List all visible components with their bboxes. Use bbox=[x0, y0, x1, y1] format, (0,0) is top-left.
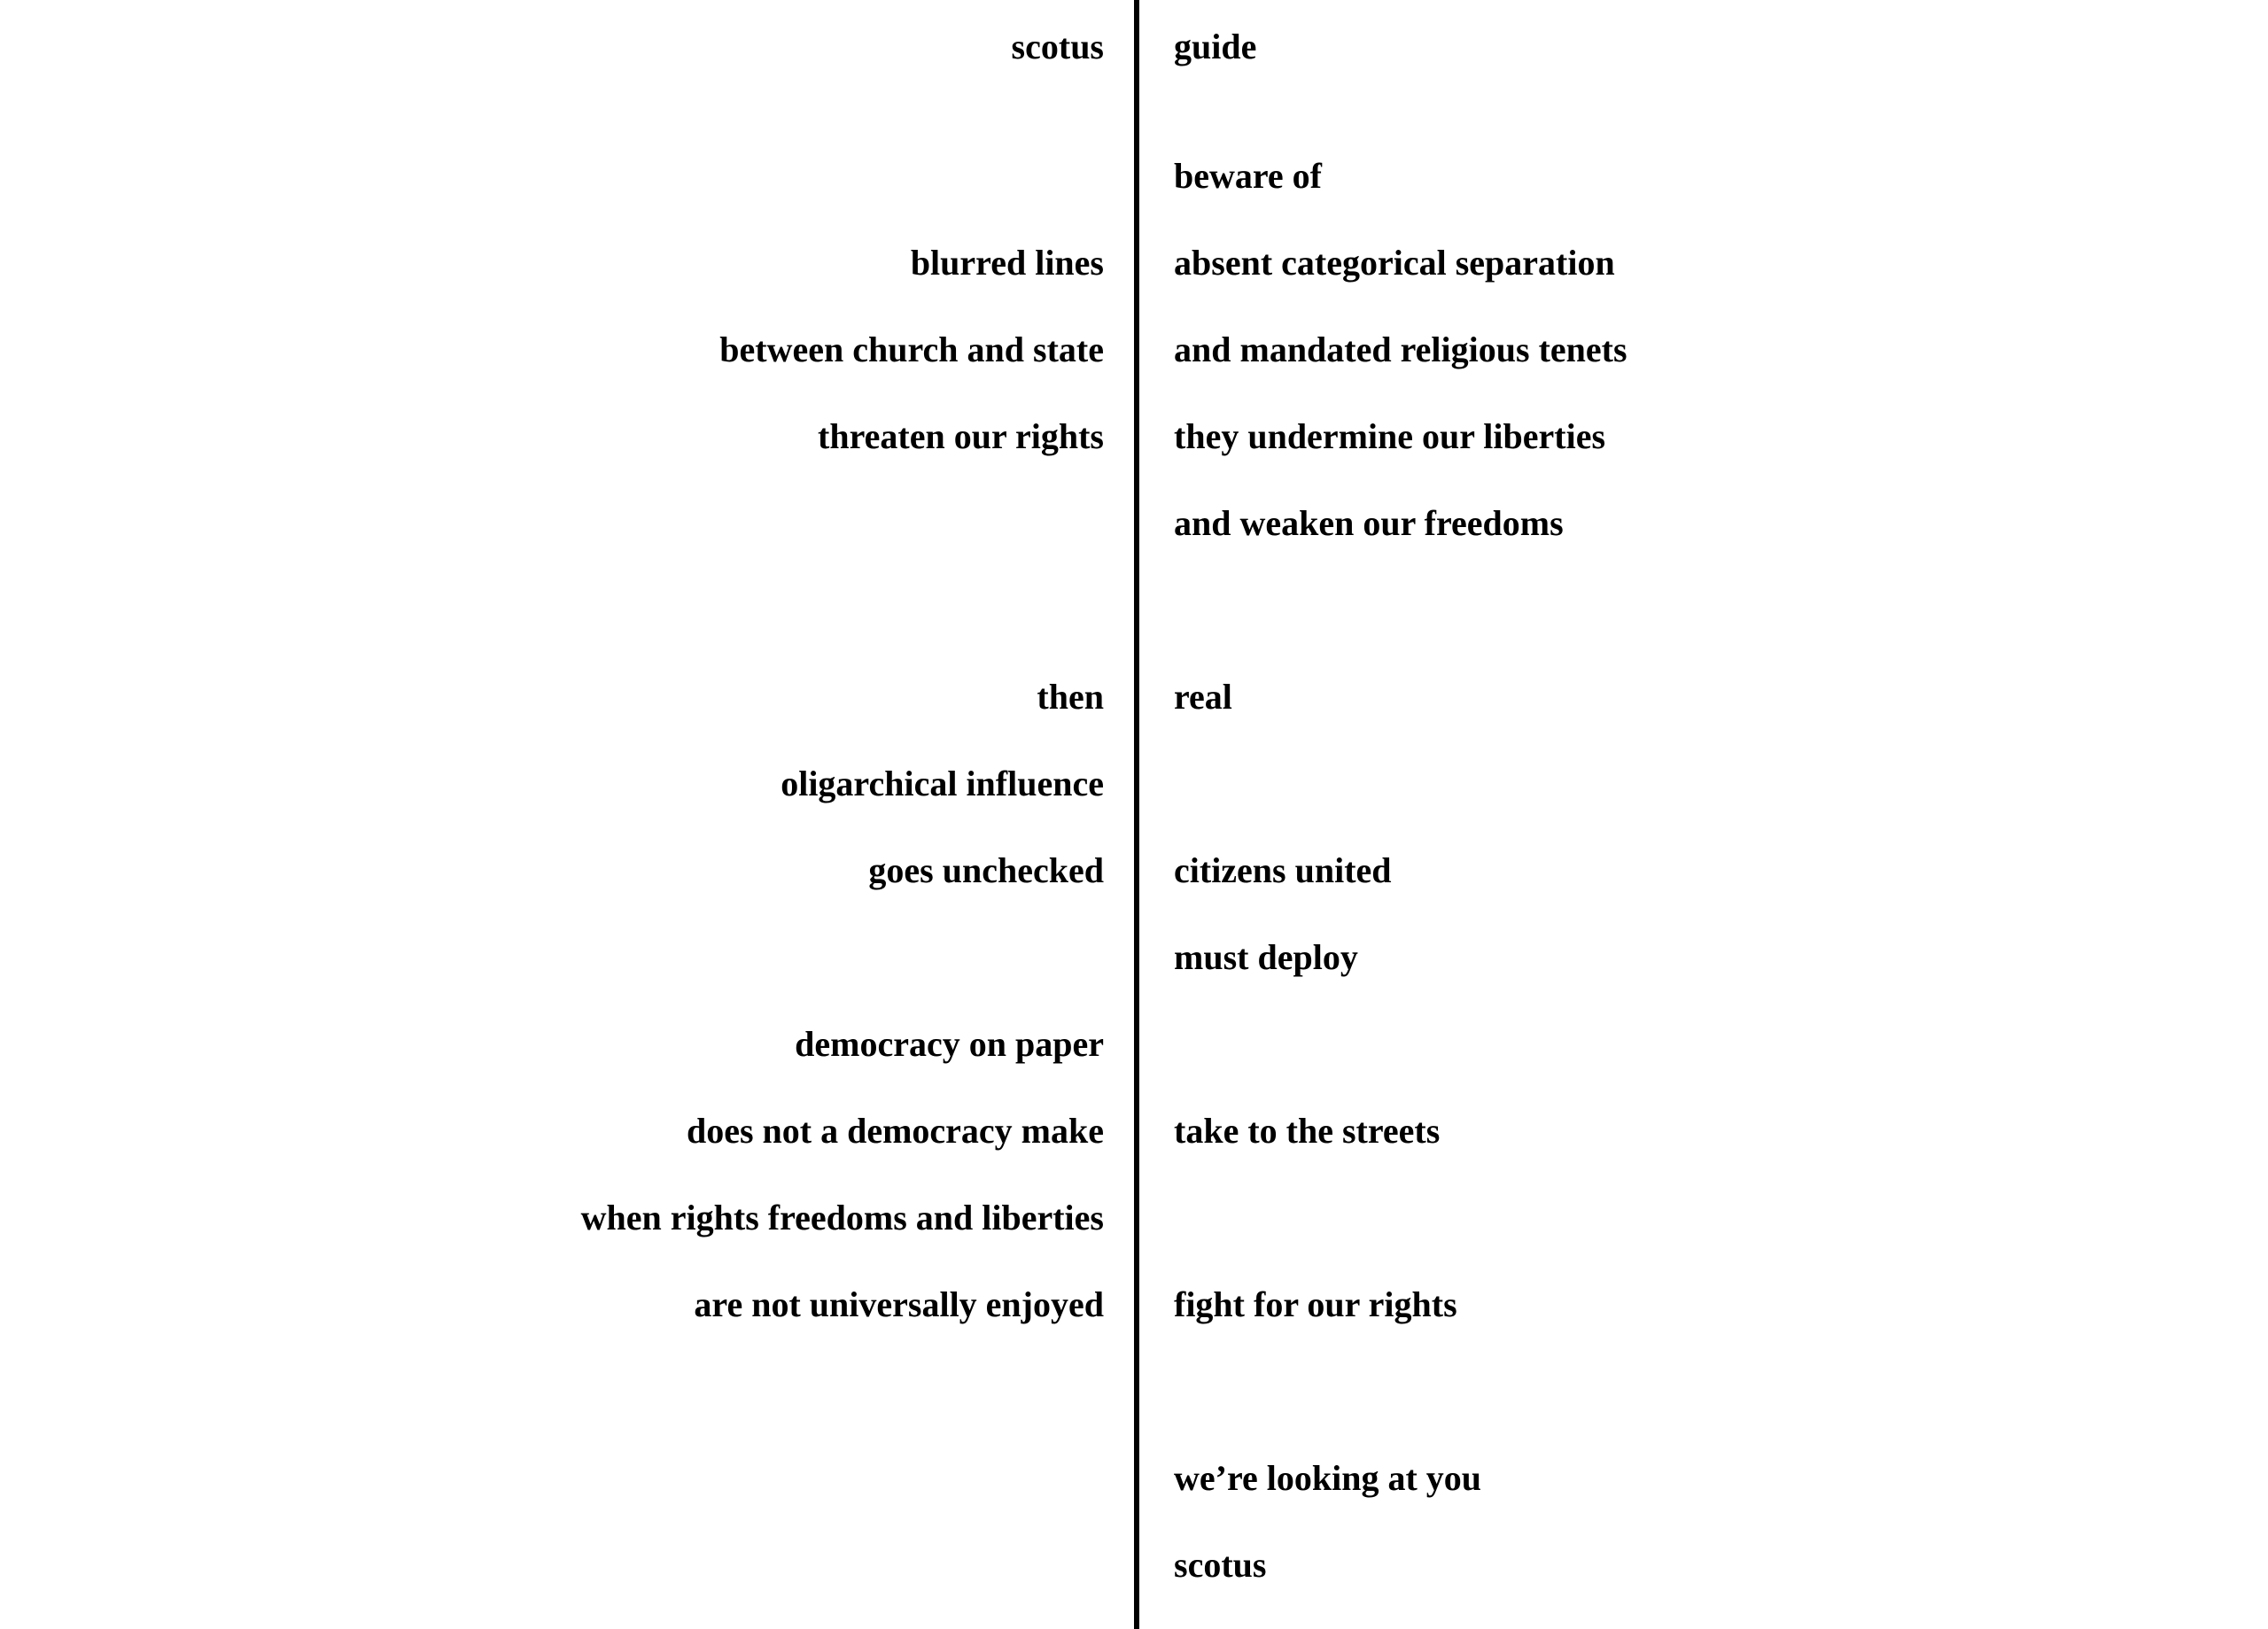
right-line: fight for our rights bbox=[1174, 1284, 1457, 1324]
left-line: threaten our rights bbox=[818, 416, 1104, 456]
left-line: between church and state bbox=[719, 330, 1104, 369]
right-line: take to the streets bbox=[1174, 1111, 1441, 1151]
poem-row bbox=[0, 1175, 2268, 1261]
poem-row bbox=[0, 133, 2268, 220]
poem-row bbox=[0, 914, 2268, 1001]
poem-row bbox=[0, 1001, 2268, 1088]
poem-row bbox=[0, 827, 2268, 914]
left-line: does not a democracy make bbox=[686, 1111, 1104, 1151]
left-line: when rights freedoms and liberties bbox=[580, 1198, 1104, 1237]
poem-row bbox=[0, 1088, 2268, 1175]
poem-row bbox=[0, 741, 2268, 827]
right-line: citizens united bbox=[1174, 850, 1392, 890]
right-line: absent categorical separation bbox=[1174, 243, 1615, 283]
poem-row bbox=[0, 480, 2268, 567]
poem-row bbox=[0, 1261, 2268, 1348]
header-left-text: scotus bbox=[1011, 27, 1104, 66]
right-line: real bbox=[1174, 677, 1232, 717]
right-line: scotus bbox=[1174, 1545, 1267, 1585]
poem-row bbox=[0, 220, 2268, 306]
left-line: goes unchecked bbox=[868, 850, 1104, 890]
poem-row bbox=[0, 567, 2268, 654]
poem-row bbox=[0, 1522, 2268, 1609]
poem-row bbox=[0, 654, 2268, 741]
header-row bbox=[0, 4, 2268, 90]
right-line: they undermine our liberties bbox=[1174, 416, 1606, 456]
right-line: and mandated religious tenets bbox=[1174, 330, 1627, 369]
right-line: we’re looking at you bbox=[1174, 1458, 1482, 1498]
left-line: blurred lines bbox=[910, 243, 1104, 283]
left-line: democracy on paper bbox=[795, 1024, 1104, 1064]
right-line: must deploy bbox=[1174, 937, 1358, 977]
poem-row bbox=[0, 1435, 2268, 1522]
right-line: beware of bbox=[1174, 156, 1322, 196]
poem-row bbox=[0, 306, 2268, 393]
poem-row bbox=[0, 393, 2268, 480]
left-line: oligarchical influence bbox=[781, 764, 1104, 803]
header-right-text: guide bbox=[1174, 27, 1257, 66]
left-line: are not universally enjoyed bbox=[694, 1284, 1104, 1324]
right-line: and weaken our freedoms bbox=[1174, 503, 1564, 543]
poem-row bbox=[0, 1348, 2268, 1435]
left-line: then bbox=[1037, 677, 1104, 717]
